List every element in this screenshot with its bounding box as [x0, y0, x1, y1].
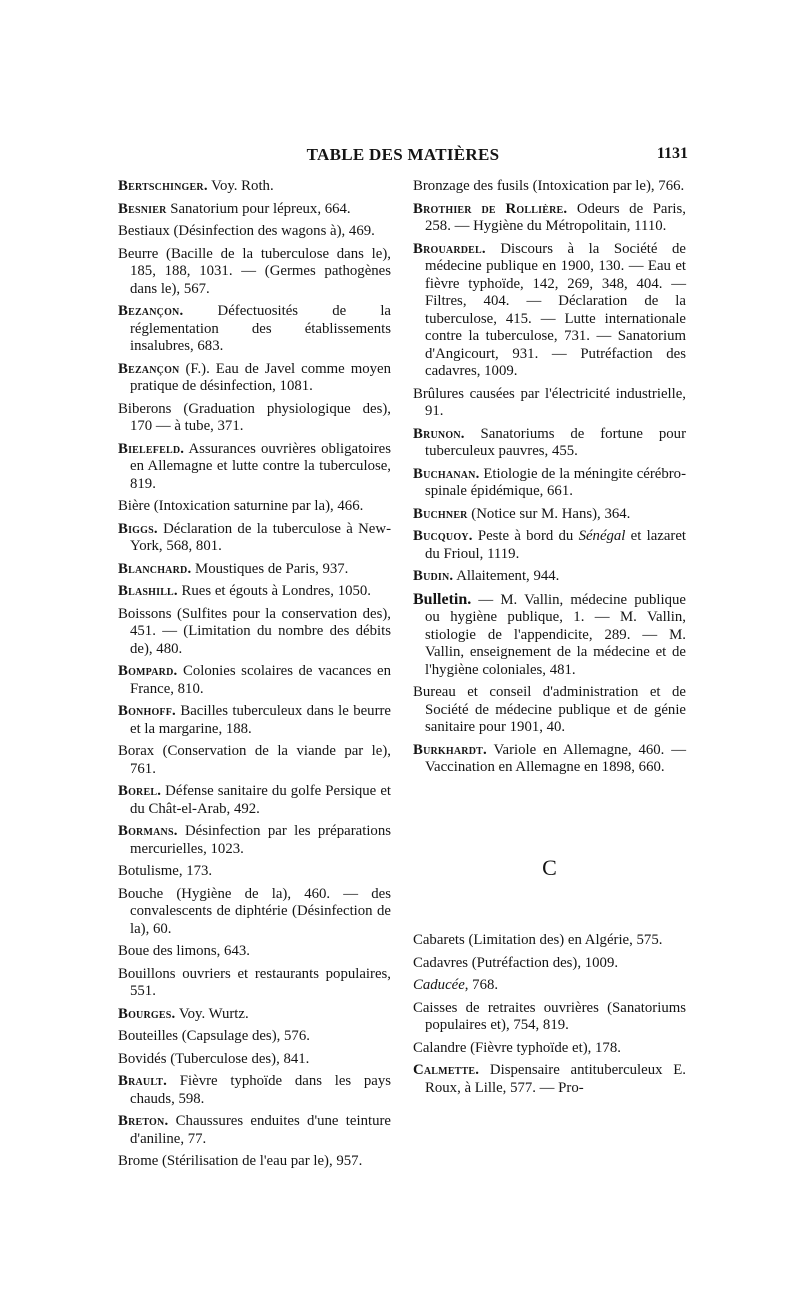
index-entry [118, 663, 391, 698]
index-entry [118, 201, 391, 219]
entry-text: Borax (Conservation de la viande par le), 761. [118, 743, 391, 777]
index-entry [118, 178, 391, 196]
entry-text: Moustiques de Paris, 937. [191, 560, 349, 577]
index-entry [118, 521, 391, 556]
entry-author: Bonhoff. [118, 703, 176, 719]
entry-author: Buchanan. [413, 465, 480, 482]
entry-text: Colonies scolaires de vacances en France, 810. [130, 663, 391, 697]
index-entry [118, 1073, 391, 1108]
entry-text: Boissons (Sulfites pour la conservation des), 451. — (Limitation du nombre des débits de), 480. [118, 605, 391, 657]
entry-text: Bestiaux (Désinfection des wagons à), 469. [118, 223, 375, 239]
entry-text: Sanatorium pour lépreux, 664. [166, 200, 351, 217]
entry-author: Biggs. [118, 520, 158, 537]
entry-text: Dispensaire antituberculeux E. Roux, à Lille, 577. — Pro- [425, 1062, 686, 1096]
entry-text: Cabarets (Limitation des) en Algérie, 575. [413, 932, 663, 948]
entry-author: Burkhardt. [413, 741, 487, 758]
index-entry [118, 886, 391, 939]
entry-author: Bompard. [118, 663, 178, 679]
entry-author: Budin. [413, 568, 454, 584]
index-entry [413, 684, 686, 737]
index-entry [413, 178, 686, 196]
index-entry [118, 361, 391, 396]
entry-text: Variole en Allemagne, 460. — Vaccination en Allemagne en 1898, 660. [425, 741, 686, 775]
index-entry [118, 561, 391, 579]
index-group-c [413, 932, 686, 1097]
entry-text: Beurre (Bacille de la tuberculose dans le), 185, 188, 1031. — (Germes pathogènes dans le), 567. [118, 245, 391, 297]
entry-text: Cadavres (Putréfaction des), 1009. [413, 954, 619, 971]
entry-text: Brûlures causées par l'électricité industrielle, 91. [413, 385, 686, 419]
entry-author: Brunon. [413, 425, 465, 442]
entry-author: Bourges. [118, 1005, 176, 1022]
entry-text: Discours à la Société de médecine publique en 1900, 130. — Eau et fièvre typhoïde, 142, 269, 348, 404. — Filtres, 404. — Déclaration de la tuberculose, 415. — Lutte internationale contre la tuberculose, 731. — Sanatorium d'Angicourt, 931. — Putréfaction des cadavres, 1009. [425, 240, 686, 379]
index-entry [413, 1000, 686, 1035]
index-entry [413, 1040, 686, 1058]
entry-text: (Notice sur M. Hans), 364. [467, 505, 631, 522]
entry-text: Botulisme, 173. [118, 863, 213, 879]
index-entry [118, 303, 391, 356]
page-title: TABLE DES MATIÈRES [306, 145, 500, 164]
index-entry [118, 401, 391, 436]
entry-author: Calmette. [413, 1062, 480, 1078]
entry-author: Brouardel. [413, 240, 486, 257]
entry-text: Bière (Intoxication saturnine par la), 466. [118, 498, 364, 514]
entry-text: Bouillons ouvriers et restaurants populaires, 551. [118, 965, 391, 999]
running-header [118, 145, 688, 171]
index-entry [118, 966, 391, 1001]
entry-text: — M. Vallin, médecine publique ou hygiène publique, 1. — M. Vallin, stiologie de l'appendicite, 289. — M. Vallin, enseignement de la médecine et de l'hygiène coloniales, 481. [425, 591, 686, 678]
entry-author: Bucquoy. [413, 528, 473, 544]
index-entry [118, 1006, 391, 1024]
entry-text: Bouteilles (Capsulage des), 576. [118, 1028, 310, 1044]
entry-text: Calandre (Fièvre typhoïde et), 178. [413, 1039, 621, 1056]
index-entry [118, 223, 391, 241]
entry-author: Borel. [118, 783, 162, 799]
index-entry [118, 1028, 391, 1046]
index-entry [413, 568, 686, 586]
entry-author: Blashill. [118, 583, 178, 599]
index-entry [413, 201, 686, 236]
entry-author: Buchner [413, 505, 468, 522]
index-entry [413, 742, 686, 777]
index-group-b [413, 178, 686, 777]
index-entry [413, 466, 686, 501]
entry-text: Sanatoriums de fortune pour tuberculeux pauvres, 455. [425, 425, 686, 459]
index-entry [118, 943, 391, 961]
entry-author: Bezançon. [118, 303, 184, 319]
entry-text: Voy. Wurtz. [175, 1005, 249, 1022]
entry-text: Voy. Roth. [207, 178, 274, 194]
index-entry [118, 703, 391, 738]
entry-text: Déclaration de la tuberculose à New-York, 568, 801. [130, 520, 391, 554]
entry-author: Blanchard. [118, 560, 192, 577]
entry-text: , 768. [464, 977, 499, 993]
entry-author: Brault. [118, 1073, 168, 1089]
entry-text: Fièvre typhoïde dans les pays chauds, 598. [130, 1073, 391, 1107]
entry-text: Caisses de retraites ouvrières (Sanatoriums populaires et), 754, 819. [413, 999, 686, 1033]
index-entry [118, 783, 391, 818]
entry-author: Brothier de Rollière. [413, 200, 568, 217]
entry-author: Breton. [118, 1113, 169, 1129]
entry-text: Biberons (Graduation physiologique des), 170 — à tube, 371. [118, 400, 391, 434]
entry-text: Bouche (Hygiène de la), 460. — des convalescents de diphtérie (Désinfection de la), 60. [118, 885, 391, 937]
entry-text: Odeurs de Paris, 258. — Hygiène du Métropolitain, 1110. [425, 200, 686, 234]
index-entry [118, 1153, 391, 1171]
index-entry [118, 583, 391, 601]
index-entry [118, 823, 391, 858]
entry-author: Bertschinger. [118, 178, 208, 194]
section-letter: C [542, 854, 557, 880]
entry-text: (F.). Eau de Javel comme moyen pratique de désinfection, 1081. [130, 360, 391, 394]
index-entry [118, 743, 391, 778]
index-entry [413, 977, 686, 995]
entry-text: Bacilles tuberculeux dans le beurre et la margarine, 188. [130, 703, 391, 737]
index-column-right [413, 178, 686, 1102]
index-entry [413, 1062, 686, 1097]
index-column-left [118, 178, 391, 1176]
entry-text: Boue des limons, 643. [118, 943, 250, 959]
entry-text: Défense sanitaire du golfe Persique et du Chât-el-Arab, 492. [130, 783, 391, 817]
index-entry [118, 606, 391, 659]
entry-text: Chaussures enduites d'une teinture d'aniline, 77. [130, 1113, 391, 1147]
entry-author: Bezançon [118, 360, 180, 377]
entry-text: Brome (Stérilisation de l'eau par le), 957. [118, 1153, 363, 1169]
index-entry [413, 591, 686, 680]
index-entry [118, 1051, 391, 1069]
index-entry [118, 441, 391, 494]
entry-author: Besnier [118, 200, 167, 217]
entry-heading: Bulletin. [413, 590, 472, 608]
index-entry [413, 386, 686, 421]
entry-text: Rues et égouts à Londres, 1050. [177, 583, 371, 599]
entry-text: Allaitement, 944. [453, 568, 560, 584]
entry-text: et lazaret du Frioul, 1119. [425, 528, 687, 562]
page-number: 1131 [656, 145, 688, 162]
entry-text: Bronzage des fusils (Intoxication par le), 766. [413, 178, 685, 194]
entry-author: Bormans. [118, 823, 178, 839]
entry-text: Peste à bord du [472, 528, 579, 544]
index-entry [118, 246, 391, 299]
index-entry [413, 241, 686, 381]
entry-text: Défectuosités de la réglementation des établissements insalubres, 683. [130, 303, 391, 354]
entry-text: Etiologie de la méningite cérébro-spinale épidémique, 661. [425, 465, 686, 499]
index-entry [413, 426, 686, 461]
index-entry [118, 1113, 391, 1148]
index-entry [413, 528, 686, 563]
entry-author: Bielefeld. [118, 440, 185, 457]
entry-text: Désinfection par les préparations mercurielles, 1023. [130, 823, 391, 857]
entry-text: Assurances ouvrières obligatoires en Allemagne et lutte contre la tuberculose, 819. [130, 440, 391, 492]
index-entry [118, 498, 391, 516]
entry-text: Bureau et conseil d'administration et de Société de médecine publique et de génie sanitaire pour 1901, 40. [413, 684, 686, 735]
entry-italic-term: Sénégal [578, 528, 626, 544]
entry-italic-term: Caducée [413, 977, 465, 993]
index-entry [413, 932, 686, 950]
index-entry [413, 506, 686, 524]
index-entry [118, 863, 391, 881]
entry-text: Bovidés (Tuberculose des), 841. [118, 1050, 310, 1067]
index-entry [413, 955, 686, 973]
